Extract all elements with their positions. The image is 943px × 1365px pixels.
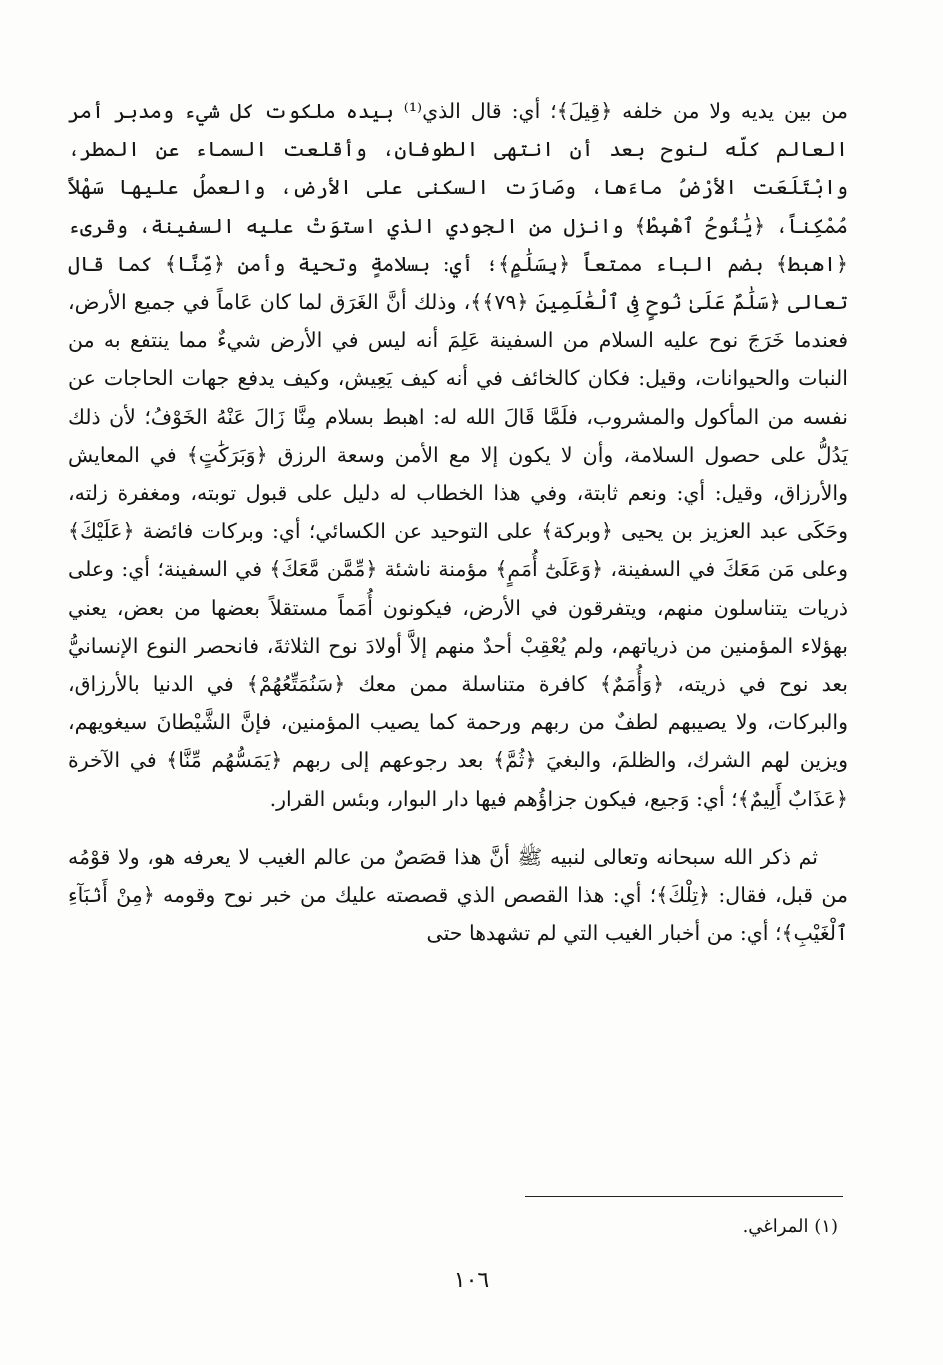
footnote-divider bbox=[525, 1196, 843, 1197]
page-body bbox=[68, 92, 848, 952]
page-number: ١٠٦ bbox=[453, 1268, 490, 1293]
main-paragraph: من بين يديه ولا من خلفه ﴿قِيلَ﴾؛ أي: قال الذي⁽¹⁾ بيده ملكوت كل شيء ومدبر أمر العالم كلّه لنوح بعد أن انتهى الطوفان، وأقلعت السماء عن المطر، وابْتَلَعَت الأرْضُ ماءَها، وصَارَت السكنى على الأرض، والعملُ عليها سَهْلاً مُمْكِناً، ﴿يَٰنُوحُ ٱهْبِطْ﴾ وانزل من الجودي الذي استوَتْ عليه السفينة، وقرىء ﴿اهبط﴾ بضم الباء ممتعاً ﴿بِسَلَٰمٍ﴾؛ أي: بسلامةٍ وتحية وأمن ﴿مِّنَّا﴾ كما قال تعالى ﴿سَلَٰمٌ عَلَىٰ نُوحٍ فِى ٱلْعَٰلَمِينَ ﴿٧٩﴾﴾، وذلك أنَّ الغَرَق لما كان عَاماً في جميع الأرض، فعندما خَرَجَ نوح عليه السلام من السفينة عَلِمَ أنه ليس في الأرض شيءٌ مما ينتفع به من النبات والحيوانات، وقيل: فكان كالخائف في أنه كيف يَعِيش، وكيف يدفع جهات الحاجات عن نفسه من المأكول والمشروب، فلَمَّا قَالَ الله له: اهبط بسلام مِنَّا زَالَ عَنْهُ الخَوْفُ؛ لأن ذلك يَدُلُّ على حصول السلامة، وأن لا يكون إلا مع الأمن وسعة الرزق ﴿وَبَرَكَٰتٍ﴾ في المعايش والأرزاق، وقيل: أي: ونعم ثابتة، وفي هذا الخطاب له دليل على قبول توبته، ومغفرة زلته، وحَكَى عبد العزيز بن يحيى ﴿وبركة﴾ على التوحيد عن الكسائي؛ أي: وبركات فائضة ﴿عَلَيْكَ﴾ وعلى مَن مَعَكَ في السفينة، ﴿وَعَلَىٰٓ أُمَمٍ﴾ مؤمنة ناشئة ﴿مِّمَّن مَّعَكَ﴾ في السفينة؛ أي: وعلى ذريات يتناسلون منهم، ويتفرقون في الأرض، فيكونون أُمَماً مستقلاً بعضها من بعض، يعني بهؤلاء المؤمنين من ذرياتهم، ولم يُعْقِبْ أحدٌ منهم إلاَّ أولادَ نوح الثلاثةَ، فانحصر النوع الإنسانيُّ بعد نوح في ذريته، ﴿وَأُمَمٌ﴾ كافرة متناسلة ممن معك ﴿سَنُمَتِّعُهُمْ﴾ في الدنيا بالأرزاق، والبركات، ولا يصيبهم لطفٌ من ربهم ورحمة كما يصيب المؤمنين، فإنَّ الشَّيْطانَ سيغويهم، ويزين لهم الشرك، والظلمَ، والبغيَ ﴿ثُمَّ﴾ بعد رجوعهم إلى ربهم ﴿يَمَسُّهُم مِّنَّا﴾ في الآخرة ﴿عَذَابٌ أَلِيمٌ﴾؛ أي: وَجيع، فيكون جزاؤُهم فيها دار البوار، وبئس القرار. bbox=[68, 99, 849, 811]
footnote: (١) المراغي. bbox=[742, 1216, 838, 1237]
second-paragraph: ثم ذكر الله سبحانه وتعالى لنبيه ﷺ أنَّ هذا قصَصٌ من عالم الغيب لا يعرفه هو، ولا قوْمُه من قبل، فقال: ﴿تِلْكَ﴾؛ أي: هذا القصص الذي قصصته عليك من خبر نوح وقومه ﴿مِنْ أَنۢبَآءِ ٱلْغَيْبِ﴾؛ أي: من أخبار الغيب التي لم تشهدها حتى bbox=[68, 844, 848, 946]
